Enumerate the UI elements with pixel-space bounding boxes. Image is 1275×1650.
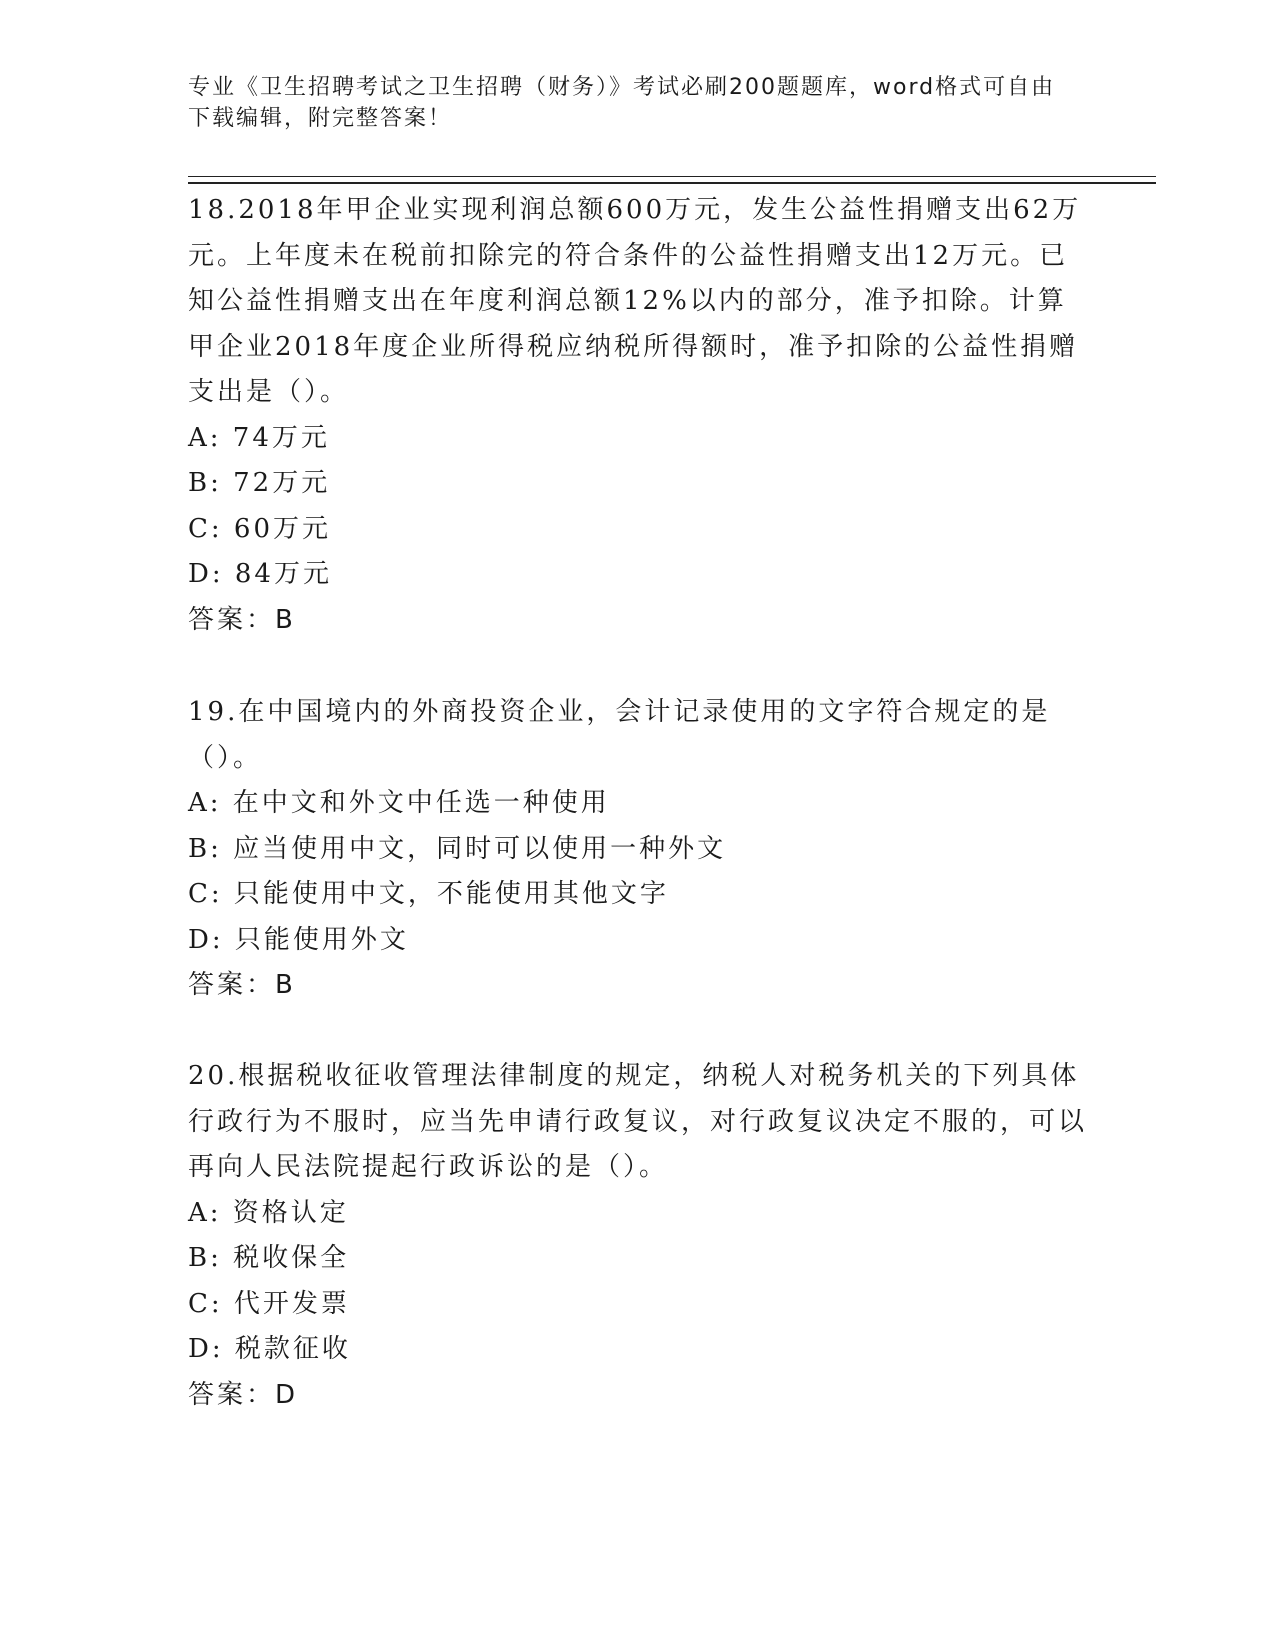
answer-line: 答案：D (188, 1379, 299, 1410)
option-b: B: 72万元 (188, 468, 331, 498)
option-a: A: 74万元 (188, 422, 330, 453)
question-18 (188, 188, 1088, 643)
header-rule-thin (188, 176, 1156, 177)
answer-line: 答案：B (188, 604, 296, 635)
question-stem: 18.2018年甲企业实现利润总额600万元，发生公益性捐赠支出62万元。上年度未在税前扣除完的符合条件的公益性捐赠支出12万元。已知公益性捐赠支出在年度利润总额12%以内的部分，准予扣除。计算甲企业2018年度企业所得税应纳税所得额时，准予扣除的公益性捐赠支出是（）。 (188, 195, 1082, 407)
option-c: C: 60万元 (188, 513, 332, 544)
option-c: C: 只能使用中文，不能使用其他文字 (188, 879, 669, 909)
option-b: B: 应当使用中文，同时可以使用一种外文 (188, 833, 727, 864)
question-19 (188, 690, 1088, 1009)
option-a: A: 在中文和外文中任选一种使用 (188, 788, 610, 818)
option-b: B: 税收保全 (188, 1243, 350, 1273)
option-d: D: 84万元 (188, 559, 332, 589)
document-header: 专业《卫生招聘考试之卫生招聘（财务）》考试必刷200题题库，word格式可自由下载编辑，附完整答案！ (188, 75, 1056, 131)
option-a: A: 资格认定 (188, 1197, 349, 1228)
header-rule-thick (188, 182, 1156, 184)
option-d: D: 税款征收 (188, 1334, 351, 1364)
question-stem: 20.根据税收征收管理法律制度的规定，纳税人对税务机关的下列具体行政行为不服时，应当先申请行政复议，对行政复议决定不服的，可以再向人民法院提起行政诉讼的是（）。 (188, 1061, 1088, 1182)
question-20 (188, 1054, 1088, 1418)
answer-line: 答案：B (188, 970, 296, 1000)
option-d: D: 只能使用外文 (188, 924, 409, 955)
option-c: C: 代开发票 (188, 1288, 350, 1319)
question-stem: 19.在中国境内的外商投资企业，会计记录使用的文字符合规定的是（）。 (188, 697, 1051, 773)
